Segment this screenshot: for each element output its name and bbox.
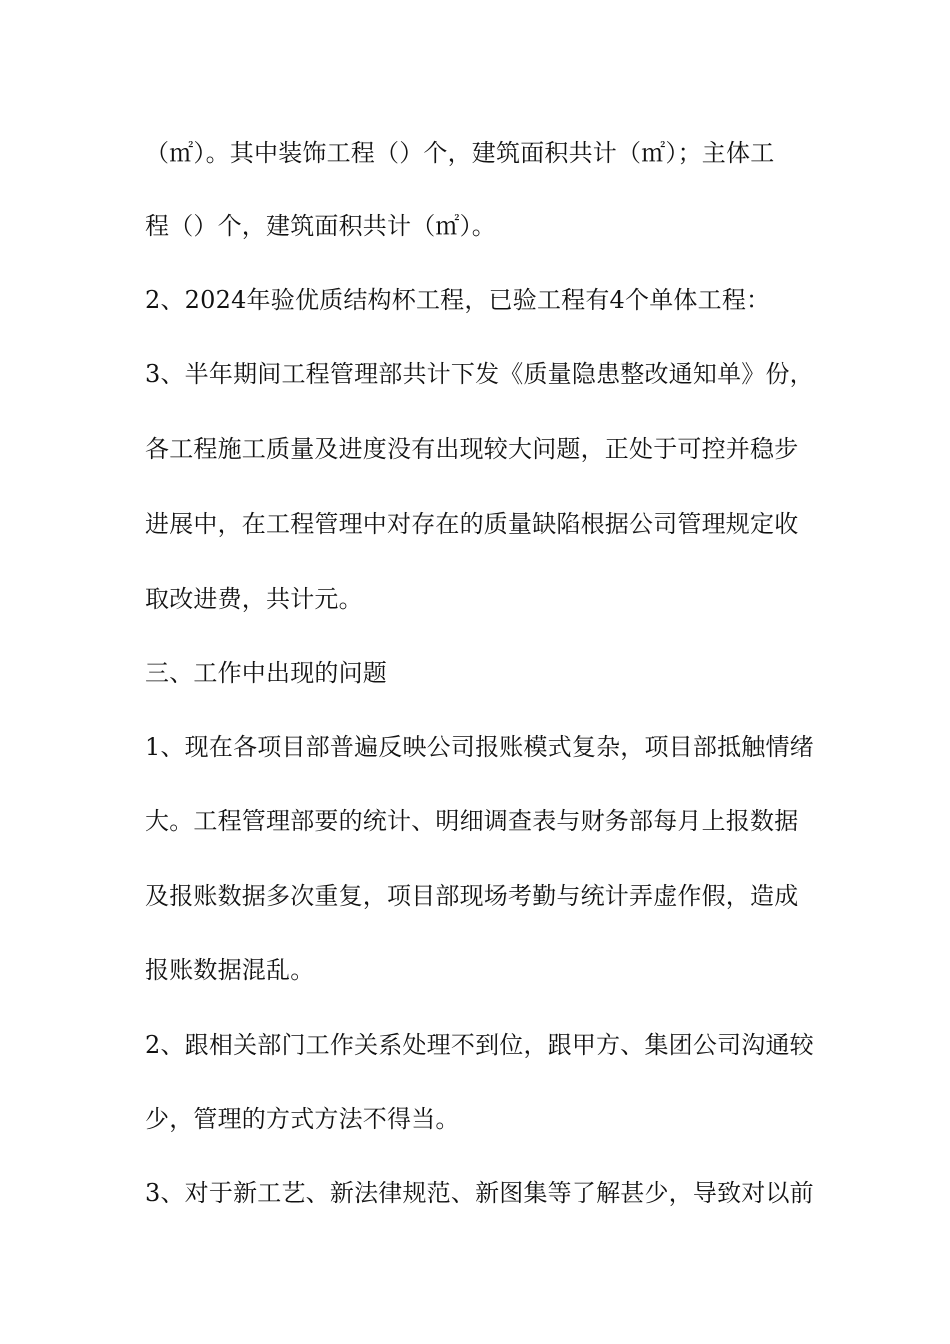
- text-line: 3、对于新工艺、新法律规范、新图集等了解甚少，导致对以前: [145, 1179, 814, 1207]
- text-line: （㎡）。其中装饰工程（）个，建筑面积共计（㎡）；主体工: [145, 139, 775, 167]
- text-line: 报账数据混乱。: [145, 956, 315, 984]
- text-line: 程（）个，建筑面积共计（㎡）。: [145, 212, 496, 240]
- text-line: 3、半年期间工程管理部共计下发《质量隐患整改通知单》份，: [145, 360, 814, 388]
- text-line: 2、2024年验优质结构杯工程，已验工程有4个单体工程：: [145, 286, 771, 314]
- text-line: 少，管理的方式方法不得当。: [145, 1105, 460, 1133]
- text-line: 进展中，在工程管理中对存在的质量缺陷根据公司管理规定收: [145, 510, 799, 538]
- text-line: 大。工程管理部要的统计、明细调查表与财务部每月上报数据: [145, 807, 799, 835]
- text-line: 各工程施工质量及进度没有出现较大问题，正处于可控并稳步: [145, 435, 799, 463]
- text-line: 取改进费，共计元。: [145, 585, 363, 613]
- text-line: 2、跟相关部门工作关系处理不到位，跟甲方、集团公司沟通较: [145, 1031, 814, 1059]
- section-heading: 三、工作中出现的问题: [145, 659, 387, 687]
- text-line: 及报账数据多次重复，项目部现场考勤与统计弄虚作假，造成: [145, 882, 799, 910]
- text-line: 1、现在各项目部普遍反映公司报账模式复杂，项目部抵触情绪: [145, 733, 814, 761]
